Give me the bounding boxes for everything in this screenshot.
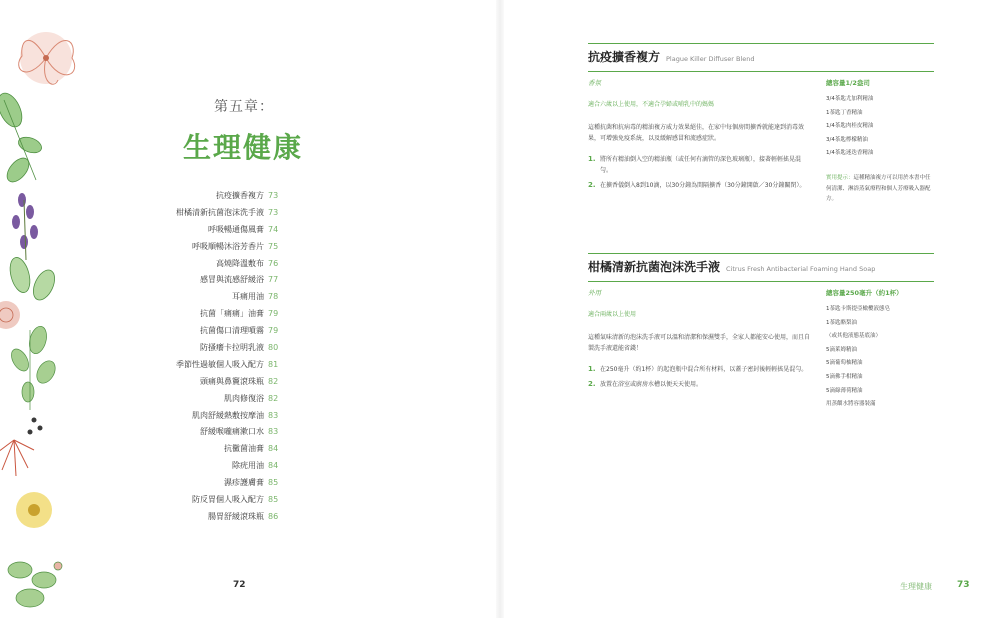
toc-item-title: 耳痛用油	[232, 292, 264, 302]
recipe-main-column	[588, 78, 810, 205]
toc-item-title: 防搔癢卡拉明乳液	[200, 343, 264, 353]
chapter-label: 第五章：	[214, 99, 274, 115]
toc-item[interactable]	[168, 424, 368, 441]
recipe-steps	[588, 364, 810, 390]
step-text: 放置在浴室或廚房水槽以便天天使用。	[600, 381, 703, 388]
recipe-step	[588, 154, 810, 176]
recipe-description: 這種氣味清新的泡沫洗手液可以溫和清潔和保濕雙手，全家人都能安心使用，而且自製洗手液還能省錢！	[588, 334, 811, 352]
step-text: 將所有精油倒入空的精油瓶（或任何有滴管的深色玻璃瓶），接著輕輕搖晃混勻。	[600, 156, 802, 174]
recipe-step	[588, 364, 810, 375]
recipe-header-rule	[588, 281, 934, 282]
toc-item-title: 腸胃舒緩滾珠瓶	[208, 511, 264, 521]
toc-item-page: 77	[268, 275, 279, 285]
toc-item-title: 呼吸順暢沐浴芳香片	[192, 241, 264, 251]
tip-label: 實用提示：	[826, 174, 854, 181]
recipe-tip	[826, 173, 934, 205]
ingredient-item: 用蒸餾水將容器裝滿	[826, 401, 876, 408]
toc-item-page: 85	[268, 478, 279, 488]
toc-item-title: 季節性過敏個人吸入配方	[176, 359, 264, 369]
recipe-yield: 總容量1/2盎司	[826, 79, 870, 87]
botanical-illustration	[0, 0, 92, 618]
toc-item-title: 抗菌「痛痛」油膏	[200, 309, 264, 319]
recipe-main-column	[588, 288, 810, 412]
hibiscus-flower-icon	[19, 32, 75, 84]
tip-text: 這種精油複方可以用於本書中任何清潔、淋浴蒸氣療程和個人芳療吸入器配方。	[826, 174, 931, 203]
ingredient-list	[826, 303, 934, 412]
toc-item-title: 抗疫擴香複方	[216, 191, 264, 200]
recipe-age-note: 適合兩歲以上使用	[588, 311, 637, 318]
toc-item-title: 抗黴菌油膏	[224, 444, 264, 454]
recipe-steps	[588, 154, 810, 191]
ingredient-item: 5滴佛手柑精油	[826, 373, 863, 380]
toc-item[interactable]	[168, 509, 368, 526]
recipe-body	[588, 288, 934, 412]
ingredient-item: 1茶匙丁香精油	[826, 109, 863, 116]
toc-item-title: 舒緩喉嚨痛漱口水	[200, 427, 264, 437]
recipe-usage-tag: 外用	[588, 289, 601, 297]
toc-item[interactable]	[168, 391, 368, 408]
toc-item[interactable]	[168, 272, 368, 289]
recipe-title-en: Citrus Fresh Antibacterial Foaming Hand Soap	[726, 265, 876, 273]
toc-item[interactable]	[168, 239, 368, 256]
recipe-usage-tag: 香氛	[588, 79, 601, 87]
toc-item[interactable]	[168, 323, 368, 340]
toc-item[interactable]	[168, 492, 368, 509]
toc-item-title: 頭痛與鼻竇滾珠瓶	[200, 376, 264, 386]
ingredient-list	[826, 93, 934, 161]
yellow-flower-icon	[16, 492, 52, 528]
toc-item[interactable]	[168, 441, 368, 458]
toc-item-page: 84	[268, 461, 279, 471]
toc-item[interactable]	[168, 205, 368, 222]
toc-item[interactable]	[168, 357, 368, 374]
toc-item[interactable]	[168, 458, 368, 475]
toc-item-page: 83	[268, 410, 279, 420]
step-text: 在250毫升（約1杯）的起泡瓶中混合所有材料，以蓋子密封後輕輕搖晃混勻。	[600, 366, 808, 373]
recipe-title-zh: 柑橘清新抗菌泡沫洗手液	[588, 260, 721, 274]
recipe-step	[588, 180, 810, 191]
running-footer: 生理健康	[900, 582, 932, 591]
toc-item-page: 83	[268, 427, 279, 437]
lavender-icon	[12, 193, 38, 260]
toc-item-page: 82	[268, 393, 279, 403]
toc-item[interactable]	[168, 475, 368, 492]
toc-item[interactable]	[168, 256, 368, 273]
recipe-top-rule	[588, 43, 934, 44]
recipe-description: 這種抗菌和抗病毒的精油複方威力效果絕佳，在家中每個房間擴香就能達到消毒效果，可增強免疫系統，以及緩解感冒和流感症狀。	[588, 124, 805, 142]
ingredient-item: 3/4茶匙檸檬精油	[826, 136, 868, 143]
toc-item-title: 抗菌傷口清理噴霧	[200, 326, 264, 336]
recipe-citrus-hand-soap	[588, 253, 934, 412]
recipe-title-en: Plague Killer Diffuser Blend	[666, 55, 755, 63]
toc-item[interactable]	[168, 188, 368, 205]
step-number: 1.	[588, 155, 596, 163]
recipe-top-rule	[588, 253, 934, 254]
red-lily-icon	[0, 440, 34, 476]
right-page	[500, 0, 1000, 618]
step-number: 2.	[588, 380, 596, 388]
recipe-body	[588, 78, 934, 205]
toc-item-page: 74	[268, 224, 279, 234]
recipe-age-note: 適合六歲以上使用，不適合孕婦或哺乳中的媽媽	[588, 101, 715, 108]
toc-item-title: 肌肉修復浴	[224, 393, 264, 403]
mint-leaves-icon	[7, 255, 59, 303]
step-number: 2.	[588, 181, 596, 189]
clove-buds-icon	[28, 418, 43, 435]
toc-item[interactable]	[168, 289, 368, 306]
toc-item-page: 79	[268, 309, 279, 319]
toc-item[interactable]	[168, 222, 368, 239]
toc-item[interactable]	[168, 408, 368, 425]
page-number-right: 73	[957, 580, 970, 590]
toc-item-page: 85	[268, 495, 279, 505]
toc-item-page: 82	[268, 376, 279, 386]
ingredient-item: 1/4茶匙迷迭香精油	[826, 150, 874, 157]
toc-item-page: 80	[268, 343, 279, 353]
page-number-left: 72	[233, 580, 246, 590]
toc-item-page: 73	[268, 207, 279, 217]
ingredient-item: 1茶匙卡斯提亞橄欖液態皂	[826, 306, 891, 312]
recipe-title-zh: 抗疫擴香複方	[588, 50, 661, 64]
ingredient-item: 5滴綠薄荷精油	[826, 387, 863, 394]
ingredient-item: 1/4茶匙肉桂皮精油	[826, 123, 874, 130]
rose-icon	[0, 301, 20, 329]
recipe-side-column	[826, 78, 934, 205]
toc-item-title: 感冒與流感舒緩浴	[200, 275, 264, 285]
ingredient-item: 5滴葡萄柚精油	[826, 360, 863, 367]
toc-item-title: 高燒降溫敷布	[216, 258, 264, 268]
toc-item-title: 呼吸暢通傷風膏	[208, 224, 264, 234]
recipe-yield: 總容量250毫升（約1杯）	[826, 289, 903, 297]
toc-item-title: 除疣用油	[232, 461, 264, 471]
bottom-herb-cluster-icon	[8, 562, 62, 607]
toc-item-page: 84	[268, 444, 279, 454]
toc-item-title: 柑橘清新抗菌泡沫洗手液	[176, 207, 264, 217]
step-text: 在擴香儀倒入8到10滴，以30分鐘為間隔擴香（30分鐘開啟／30分鐘關閉）。	[600, 182, 806, 189]
herb-sprig-icon	[8, 324, 59, 410]
step-number: 1.	[588, 365, 596, 373]
toc-item-page: 86	[268, 511, 279, 521]
recipe-header-rule	[588, 71, 934, 72]
recipe-header	[588, 258, 934, 275]
toc-item-title: 防反胃個人吸入配方	[192, 495, 264, 505]
toc-item[interactable]	[168, 340, 368, 357]
toc-item-page: 75	[268, 241, 279, 251]
recipe-side-column	[826, 288, 934, 412]
chapter-title: 生理健康	[183, 131, 304, 164]
ingredient-item: 5滴萊姆精油	[826, 346, 857, 353]
toc-item-page: 76	[268, 258, 279, 268]
toc-item-page: 73	[268, 191, 279, 200]
toc-item[interactable]	[168, 374, 368, 391]
recipe-header	[588, 48, 934, 65]
toc-item[interactable]	[168, 306, 368, 323]
toc-item-page: 81	[268, 359, 279, 369]
leaf-cluster-icon	[0, 89, 44, 185]
toc-item-page: 79	[268, 326, 279, 336]
ingredient-item: 1茶匙酪梨油	[826, 319, 857, 326]
recipe-step	[588, 379, 810, 390]
recipe-plague-killer	[588, 43, 934, 205]
ingredient-item: （或其他液態基底油）	[826, 333, 882, 340]
toc-item-title: 肌肉舒緩熱敷按摩油	[192, 410, 264, 420]
toc-item-page: 78	[268, 292, 279, 302]
table-of-contents	[168, 188, 368, 526]
ingredient-item: 3/4茶匙尤加利精油	[826, 96, 874, 102]
toc-item-title: 濕疹護膚膏	[224, 478, 264, 488]
